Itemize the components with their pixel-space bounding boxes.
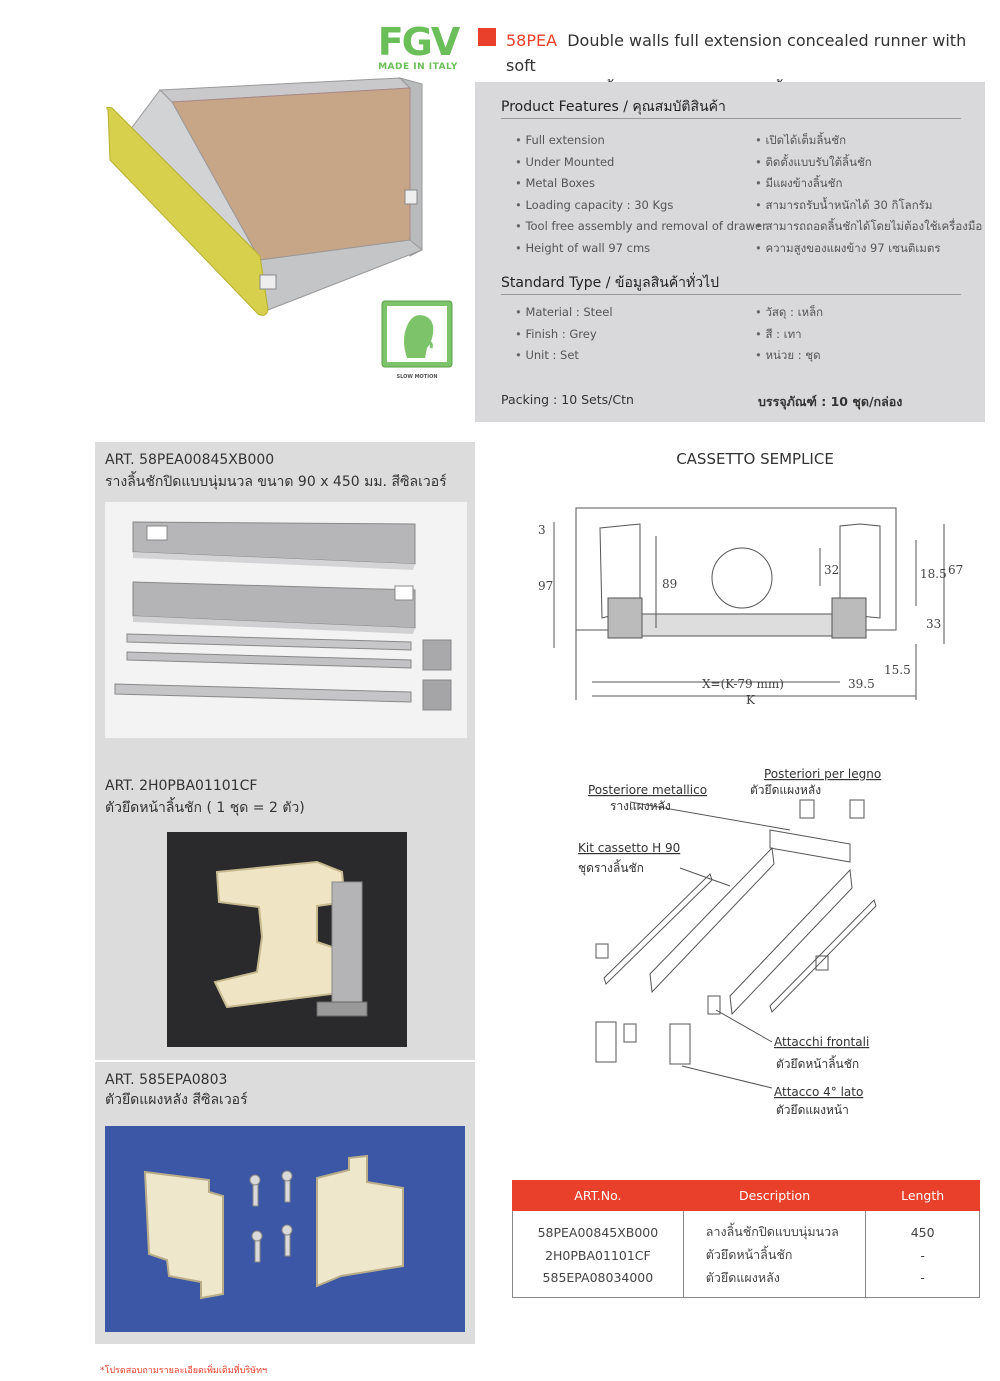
dim-15: 15.5 <box>884 663 911 677</box>
col-art-no: ART.No. <box>513 1181 684 1211</box>
product-code: 58PEA <box>506 31 558 50</box>
cell-desc: ตัวยึดแผงหลัง <box>683 1267 866 1298</box>
article-box-front-bracket <box>95 770 475 1060</box>
article-desc: ตัวยึดแผงหลัง สีซิลเวอร์ <box>105 1092 248 1108</box>
title-marker <box>478 28 496 46</box>
dim-18: 18.5 <box>920 567 947 581</box>
feature-item: • Loading capacity : 30 Kgs <box>515 195 767 217</box>
cell-length: 450 <box>866 1211 980 1244</box>
label-posteriore-metallico-th: รางแผงหลัง <box>610 799 671 813</box>
dim-33: 33 <box>926 617 942 631</box>
dim-97: 97 <box>538 579 554 593</box>
standard-item-th: • หน่วย : ชุด <box>755 345 823 367</box>
article-code: ART. 585EPA0803 <box>105 1072 228 1088</box>
features-panel <box>475 82 985 422</box>
article-code: ART. 2H0PBA01101CF <box>105 778 258 794</box>
label-attacchi-th: ตัวยึดหน้าลิ้นชัก <box>776 1057 860 1071</box>
cell-art: 585EPA08034000 <box>513 1267 684 1298</box>
footnote: *โปรดสอบถามรายละเอียดเพิ่มเติมที่บริษัทฯ <box>100 1366 268 1376</box>
col-description: Description <box>683 1181 866 1211</box>
dim-39: 39.5 <box>848 677 875 691</box>
cell-art: 58PEA00845XB000 <box>513 1211 684 1244</box>
label-attacco: Attacco 4° lato <box>774 1085 864 1099</box>
table-row <box>513 1244 980 1267</box>
label-posteriori-legno: Posteriori per legno <box>764 767 882 781</box>
feature-item-th: • มีแผงข้างลิ้นชัก <box>755 173 982 195</box>
dim-3: 3 <box>538 523 546 537</box>
label-attacco-th: ตัวยึดแผงหน้า <box>776 1103 849 1117</box>
slow-motion-icon <box>381 300 453 368</box>
article-desc: รางลิ้นชักปิดแบบนุ่มนวล ขนาด 90 x 450 มม. สีซิลเวอร์ <box>105 474 447 490</box>
packing-th: บรรจุภัณฑ์ : 10 ชุด/กล่อง <box>758 394 903 409</box>
feature-item-th: • ติดตั้งแบบรับใต้ลิ้นชัก <box>755 152 982 174</box>
dim-x: X=(K-79 mm) <box>702 677 784 691</box>
label-kit: Kit cassetto H 90 <box>578 841 681 855</box>
standard-list-th <box>755 302 823 367</box>
feature-item: • Metal Boxes <box>515 173 767 195</box>
standard-list-en <box>515 302 613 367</box>
cell-length: - <box>866 1267 980 1298</box>
col-length: Length <box>866 1181 980 1211</box>
slow-motion-label: SLOW MOTION <box>396 374 438 380</box>
dim-89: 89 <box>662 577 678 591</box>
feature-item: • Tool free assembly and removal of drawer <box>515 216 767 238</box>
front-bracket-photo <box>167 832 407 1047</box>
feature-item-th: • สามารถรับน้ำหนักได้ 30 กิโลกรัม <box>755 195 982 217</box>
article-box-rear-bracket <box>95 1062 475 1344</box>
feature-item: • Full extension <box>515 130 767 152</box>
dim-32: 32 <box>824 563 840 577</box>
logo-text: FGV <box>377 20 459 64</box>
drawer-product-image <box>100 70 430 320</box>
table-row <box>513 1267 980 1298</box>
cross-section-diagram <box>480 478 964 718</box>
article-code: ART. 58PEA00845XB000 <box>105 452 275 468</box>
exploded-view-diagram <box>560 760 900 1120</box>
feature-item: • Under Mounted <box>515 152 767 174</box>
runner-kit-photo <box>105 502 467 738</box>
dim-67: 67 <box>948 563 964 577</box>
features-heading: Product Features / คุณสมบัติสินค้า <box>501 99 726 115</box>
rear-bracket-photo <box>105 1126 465 1332</box>
table-row <box>513 1211 980 1244</box>
features-list-th <box>755 130 982 259</box>
made-in-italy-text: MADE IN ITALY <box>378 62 458 72</box>
label-posteriore-metallico: Posteriore metallico <box>588 783 708 797</box>
diagram-title: CASSETTO SEMPLICE <box>676 450 834 468</box>
slow-motion-badge <box>381 300 453 378</box>
cell-desc: ลางลิ้นชักปิดแบบนุ่มนวล <box>683 1211 866 1244</box>
cell-length: - <box>866 1244 980 1267</box>
feature-item-th: • ความสูงของแผงข้าง 97 เซนติเมตร <box>755 238 982 260</box>
fgv-logo <box>368 22 468 82</box>
label-attacchi: Attacchi frontali <box>774 1035 870 1049</box>
standard-divider <box>501 294 961 295</box>
table-header-row <box>513 1181 980 1211</box>
feature-item-th: • สามารถถอดลิ้นชักได้โดยไม่ต้องใช้เครื่องมือ <box>755 216 982 238</box>
cell-art: 2H0PBA01101CF <box>513 1244 684 1267</box>
title-line1: Double walls full extension concealed runner with soft <box>506 31 967 75</box>
label-posteriori-legno-th: ตัวยึดแผงหลัง <box>750 783 822 797</box>
standard-item: • Unit : Set <box>515 345 613 367</box>
standard-item-th: • วัสดุ : เหล็ก <box>755 302 823 324</box>
article-desc: ตัวยึดหน้าลิ้นชัก ( 1 ชุด = 2 ตัว) <box>105 800 305 816</box>
parts-table <box>512 1180 980 1298</box>
label-kit-th: ชุดรางลิ้นชัก <box>578 861 644 875</box>
standard-item: • Finish : Grey <box>515 324 613 346</box>
standard-heading: Standard Type / ข้อมูลสินค้าทั่วไป <box>501 275 720 291</box>
article-box-runner <box>95 442 475 770</box>
feature-item-th: • เปิดได้เต็มลิ้นชัก <box>755 130 982 152</box>
feature-item: • Height of wall 97 cms <box>515 238 767 260</box>
standard-item: • Material : Steel <box>515 302 613 324</box>
packing-en: Packing : 10 Sets/Ctn <box>501 392 634 407</box>
features-list-en <box>515 130 767 259</box>
standard-item-th: • สี : เทา <box>755 324 823 346</box>
dim-k: K <box>746 693 755 707</box>
features-divider <box>501 118 961 119</box>
cell-desc: ตัวยึดหน้าลิ้นชัก <box>683 1244 866 1267</box>
